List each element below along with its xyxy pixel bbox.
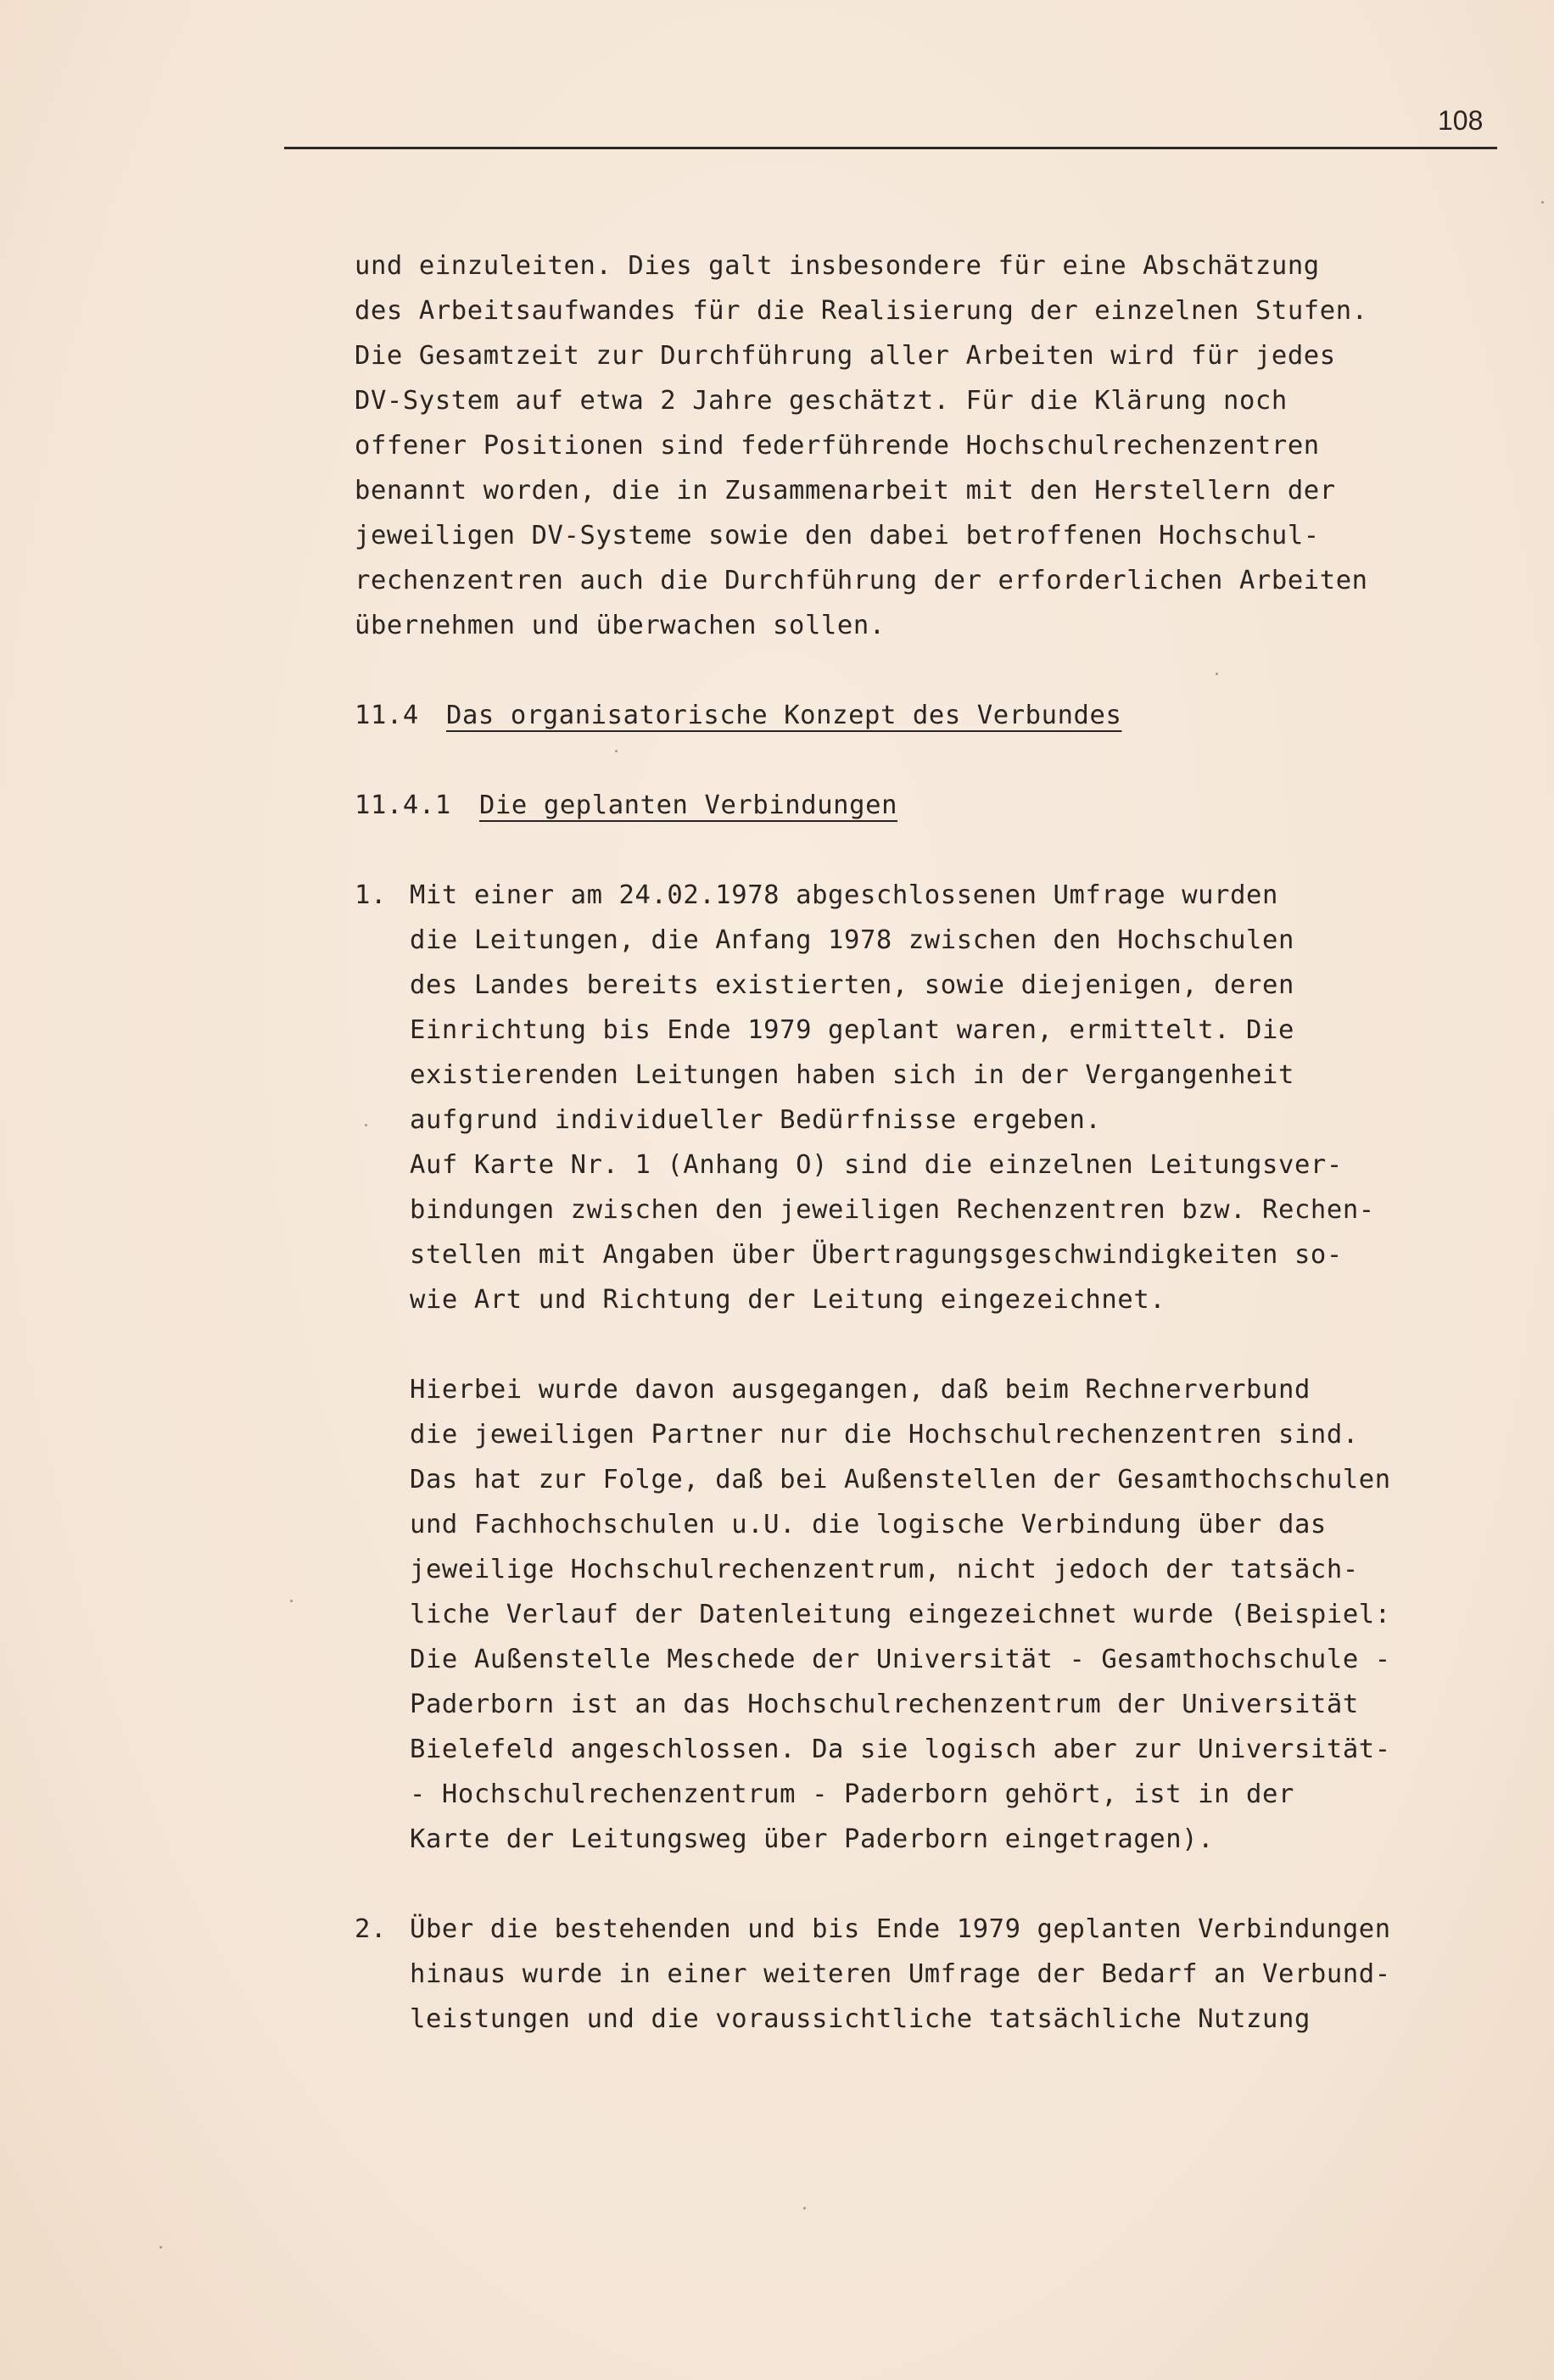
text-line: Einrichtung bis Ende 1979 geplant waren, ermittelt. Die (410, 1015, 1294, 1045)
text-line: jeweiligen DV-Systeme sowie den dabei betroffenen Hochschul- (355, 521, 1320, 550)
text-line: leistungen und die voraussichtliche tatsächliche Nutzung (410, 2004, 1311, 2034)
page-number: 108 (1438, 105, 1484, 136)
text-line: und Fachhochschulen u.U. die logische Verbindung über das (410, 1510, 1327, 1539)
text-line: und einzuleiten. Dies galt insbesondere für eine Abschätzung (355, 251, 1320, 281)
scan-speck (803, 2207, 806, 2210)
text-line: liche Verlauf der Datenleitung eingezeichnet wurde (Beispiel: (410, 1600, 1391, 1629)
scan-speck (159, 2246, 162, 2249)
header-rule (284, 147, 1497, 149)
text-line: DV-System auf etwa 2 Jahre geschätzt. Für die Klärung noch (355, 386, 1288, 416)
text-line: Hierbei wurde davon ausgegangen, daß beim Rechnerverbund (410, 1375, 1311, 1405)
scan-speck (365, 1124, 367, 1126)
text-line: Karte der Leitungsweg über Paderborn eingetragen). (410, 1824, 1215, 1854)
scan-speck (615, 750, 618, 752)
text-line: Die Außenstelle Meschede der Universität - Gesamthochschule - (410, 1645, 1391, 1674)
text-line: - Hochschulrechenzentrum - Paderborn gehört, ist in der (410, 1779, 1294, 1809)
text-line: Auf Karte Nr. 1 (Anhang O) sind die einzelnen Leitungsver- (410, 1150, 1343, 1180)
text-line: Die Gesamtzeit zur Durchführung aller Arbeiten wird für jedes (355, 341, 1336, 371)
text-line: Bielefeld angeschlossen. Da sie logisch aber zur Universität- (410, 1735, 1391, 1764)
text-line: wie Art und Richtung der Leitung eingezeichnet. (410, 1285, 1166, 1315)
text-line: die jeweiligen Partner nur die Hochschulrechenzentren sind. (410, 1420, 1359, 1450)
scan-speck (1216, 673, 1218, 675)
scan-speck (290, 1600, 293, 1602)
text-line: Paderborn ist an das Hochschulrechenzentrum der Universität (410, 1690, 1359, 1719)
text-line: des Arbeitsaufwandes für die Realisierung der einzelnen Stufen. (355, 296, 1368, 326)
subsection-number: 11.4.1 (355, 791, 451, 820)
text-line: des Landes bereits existierten, sowie diejenigen, deren (410, 970, 1294, 1000)
text-line: existierenden Leitungen haben sich in der Vergangenheit (410, 1060, 1294, 1090)
text-line: stellen mit Angaben über Übertragungsgeschwindigkeiten so- (410, 1240, 1343, 1270)
scan-speck (1541, 201, 1544, 204)
text-line: die Leitungen, die Anfang 1978 zwischen den Hochschulen (410, 925, 1294, 955)
subsection-title: Die geplanten Verbindungen (479, 791, 898, 820)
text-line: Mit einer am 24.02.1978 abgeschlossenen Umfrage wurden (410, 880, 1278, 910)
text-line: übernehmen und überwachen sollen. (355, 611, 886, 640)
text-line: benannt worden, die in Zusammenarbeit mit den Herstellern der (355, 476, 1336, 506)
text-line: rechenzentren auch die Durchführung der erforderlichen Arbeiten (355, 566, 1368, 595)
text-line: jeweilige Hochschulrechenzentrum, nicht jedoch der tatsäch- (410, 1555, 1359, 1584)
text-line: Das hat zur Folge, daß bei Außenstellen der Gesamthochschulen (410, 1465, 1391, 1494)
text-line: offener Positionen sind federführende Hochschulrechenzentren (355, 431, 1320, 461)
text-line: hinaus wurde in einer weiteren Umfrage der Bedarf an Verbund- (410, 1959, 1391, 1989)
list-marker: 2. (355, 1914, 387, 1944)
section-number: 11.4 (355, 701, 419, 730)
section-title: Das organisatorische Konzept des Verbundes (446, 701, 1122, 730)
text-line: Über die bestehenden und bis Ende 1979 geplanten Verbindungen (410, 1914, 1391, 1944)
text-line: aufgrund individueller Bedürfnisse ergeben. (410, 1105, 1102, 1135)
list-marker: 1. (355, 880, 387, 910)
text-line: bindungen zwischen den jeweiligen Rechenzentren bzw. Rechen- (410, 1195, 1375, 1225)
